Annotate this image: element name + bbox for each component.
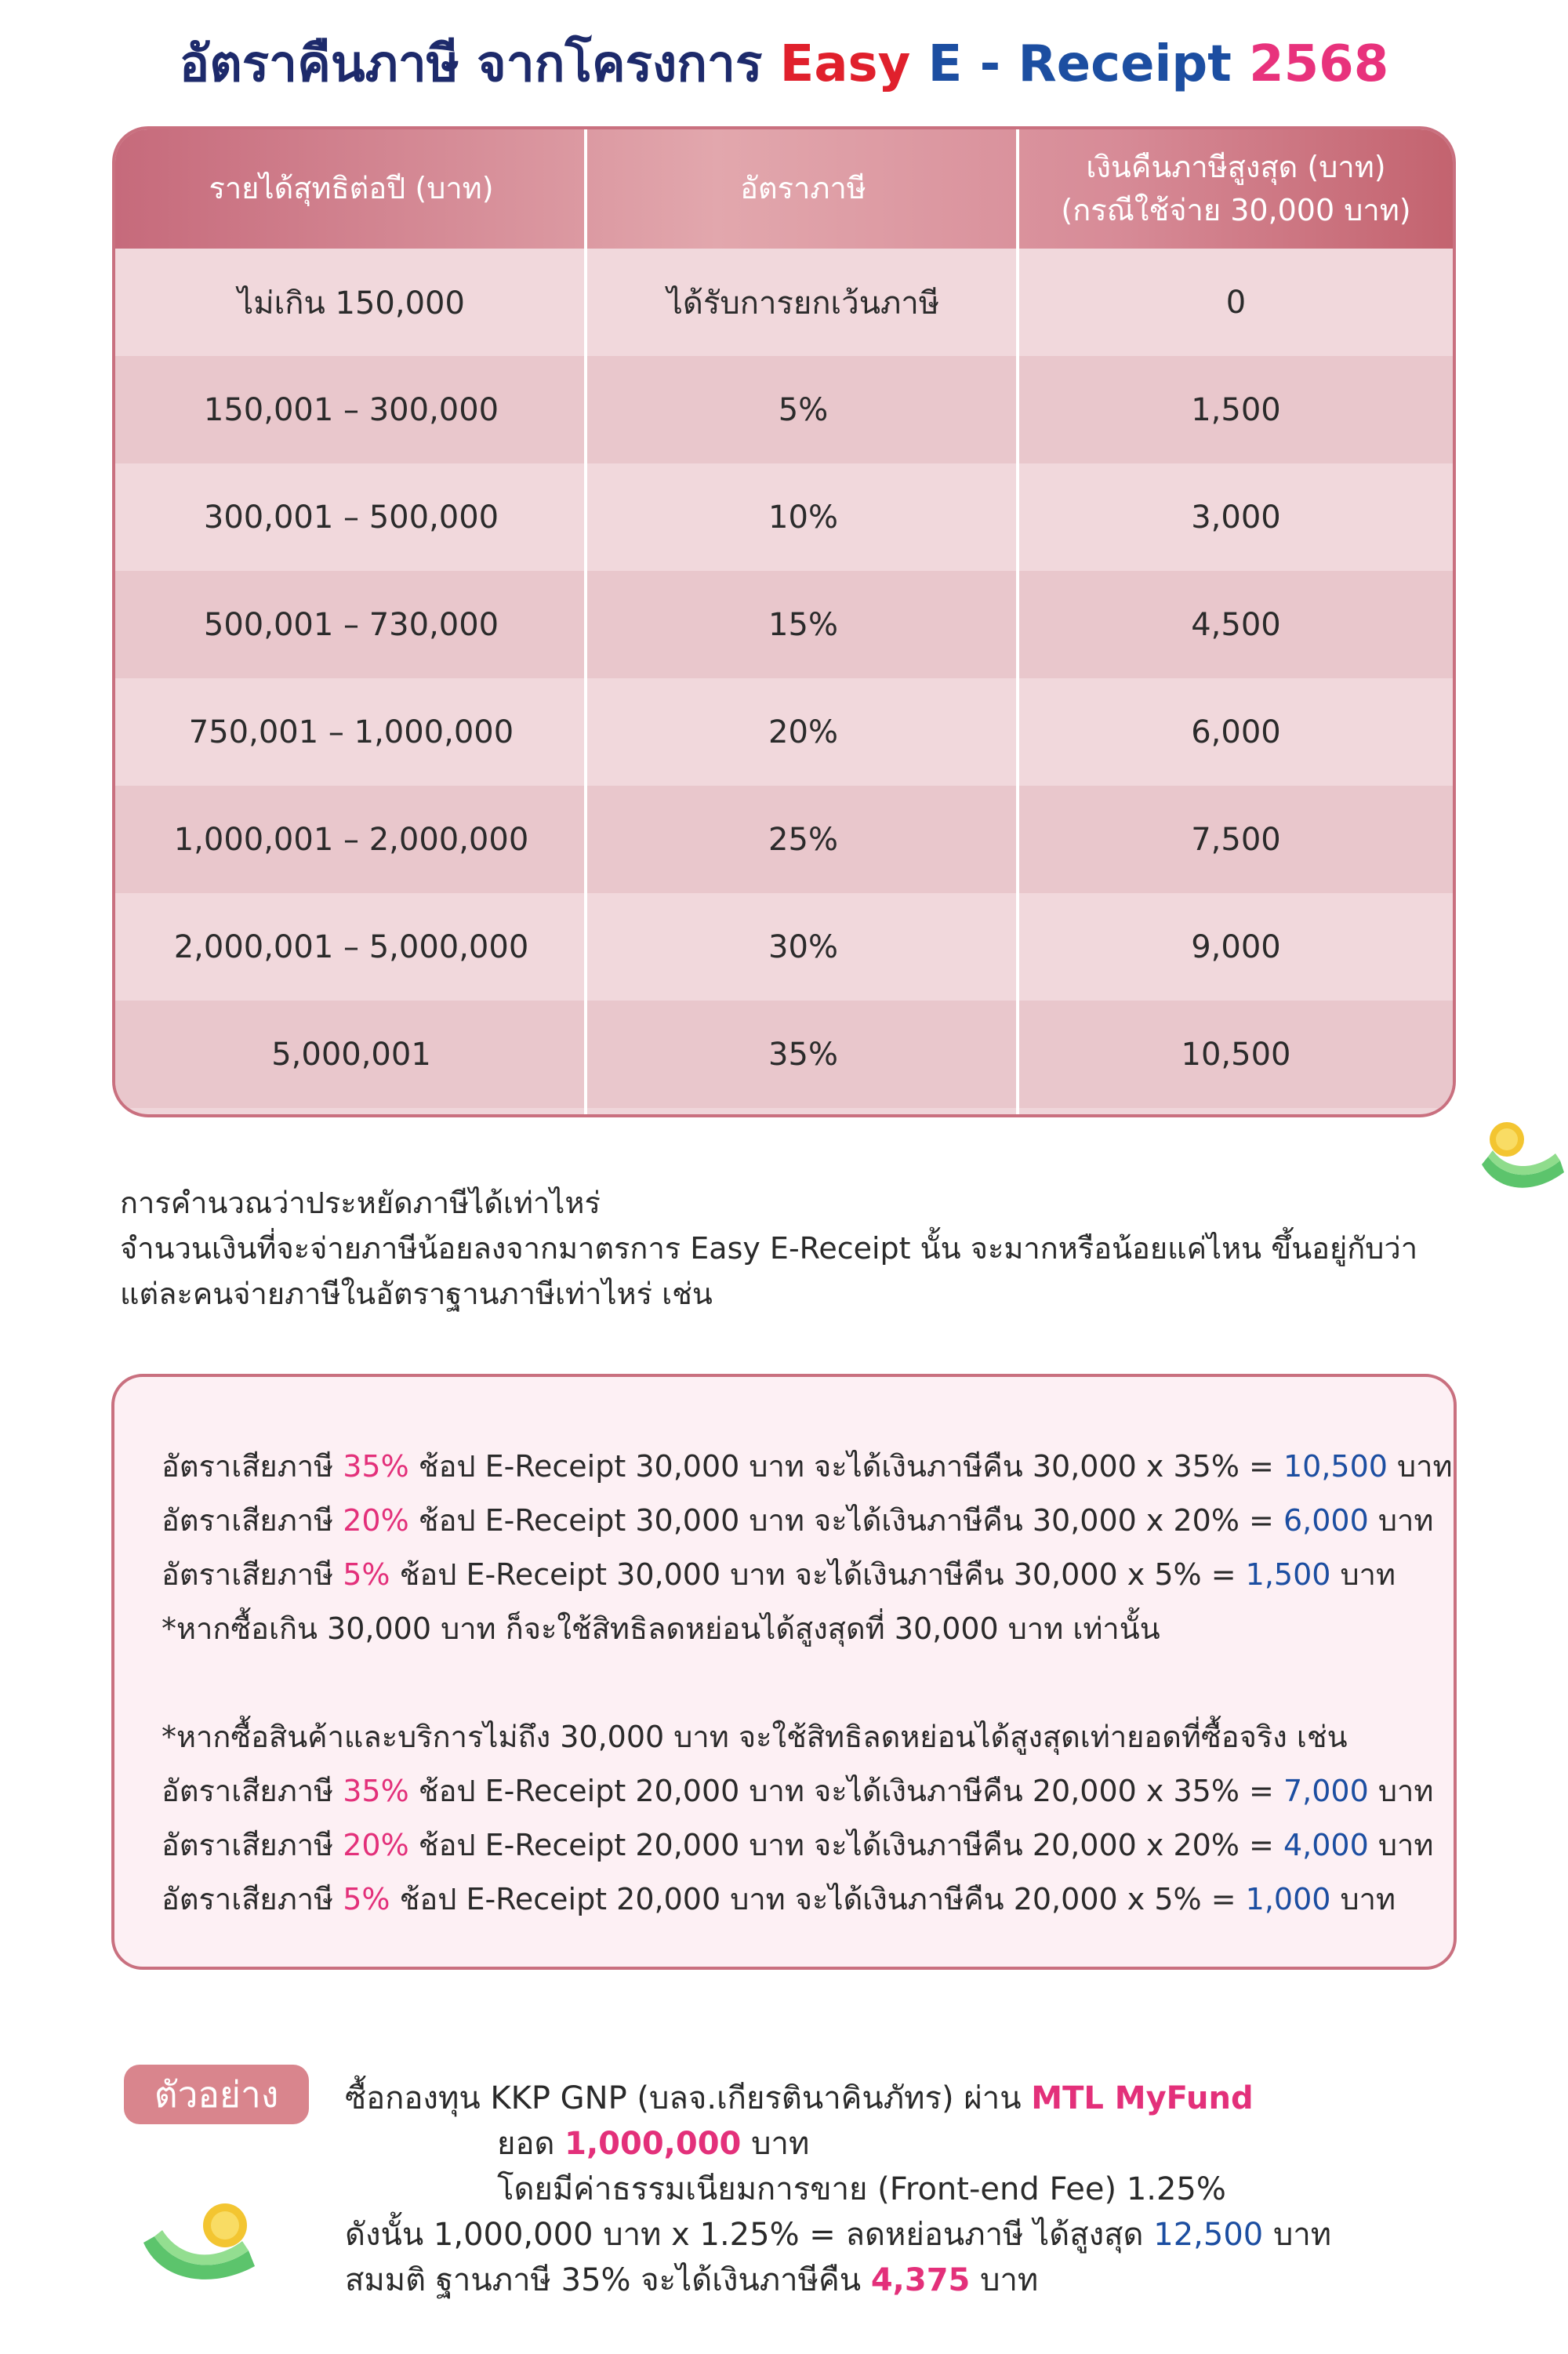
- example-prefix: อัตราเสียภาษี: [162, 1882, 334, 1916]
- example-baht: บาท: [1397, 1449, 1453, 1484]
- example-calc: 30,000 x 5%: [1013, 1557, 1202, 1592]
- example-baht: บาท: [1377, 1828, 1434, 1862]
- sample-line: [345, 2254, 1038, 2305]
- table-row: [115, 893, 1453, 1001]
- sample-badge: ตัวอย่าง: [124, 2065, 309, 2124]
- example-line: [162, 1440, 1454, 1494]
- example-line: [162, 1764, 1454, 1818]
- sample-amount: 1,000,000: [564, 2126, 742, 2162]
- rate-cell: 25%: [768, 821, 838, 858]
- sample-text: ดังนั้น 1,000,000 บาท x 1.25% = ลดหย่อนภาษี ได้สูงสุด: [345, 2217, 1144, 2253]
- sample-text: ซื้อกองทุน KKP GNP (บลจ.เกียรตินาคินภัทร) ผ่าน: [345, 2080, 1022, 2116]
- refund-cell: 10,500: [1181, 1036, 1291, 1073]
- sample-line: [345, 2072, 1254, 2123]
- table-row: [115, 249, 1453, 356]
- title-year: 2568: [1249, 35, 1389, 93]
- column-divider: [584, 129, 587, 1114]
- title-thai: อัตราคืนภาษี จากโครงการ: [179, 35, 763, 93]
- example-rate: 20%: [343, 1503, 409, 1538]
- example-prefix: อัตราเสียภาษี: [162, 1503, 334, 1538]
- example-prefix: อัตราเสียภาษี: [162, 1774, 334, 1808]
- income-cell: 750,001 – 1,000,000: [188, 714, 514, 750]
- tax-refund-table: [112, 126, 1456, 1117]
- refund-cell: 6,000: [1191, 714, 1281, 750]
- example-prefix: อัตราเสียภาษี: [162, 1557, 334, 1592]
- explanation-text: [120, 1180, 1500, 1317]
- sample-line: โดยมีค่าธรรมเนียมการขาย (Front-end Fee) 1.25%: [497, 2171, 1226, 2207]
- example-prefix: อัตราเสียภาษี: [162, 1449, 334, 1484]
- income-cell: ไม่เกิน 150,000: [238, 285, 465, 321]
- table-row: [115, 1001, 1453, 1108]
- example-equals: =: [1249, 1828, 1274, 1862]
- refund-cell: 3,000: [1191, 499, 1281, 536]
- example-shop-text: ช้อป E-Receipt 30,000 บาท จะได้เงินภาษีคืน: [418, 1503, 1023, 1538]
- refund-cell: 0: [1225, 284, 1247, 321]
- example-line: [162, 1494, 1454, 1548]
- table-row: [115, 678, 1453, 786]
- rate-cell: 30%: [768, 928, 838, 965]
- money-coin-icon: [137, 2196, 263, 2298]
- example-rate: 20%: [343, 1828, 409, 1862]
- example-shop-text: ช้อป E-Receipt 20,000 บาท จะได้เงินภาษีคืน: [399, 1882, 1004, 1916]
- rate-cell: 15%: [768, 606, 838, 643]
- income-cell: 300,001 – 500,000: [203, 499, 499, 536]
- refund-cell: 4,500: [1191, 606, 1281, 643]
- sample-text: สมมติ ฐานภาษี 35% จะได้เงินภาษีคืน: [345, 2262, 862, 2298]
- example-rate: 35%: [343, 1774, 409, 1808]
- rate-cell: 35%: [768, 1036, 838, 1073]
- sample-text: บาท: [1272, 2217, 1332, 2253]
- example-baht: บาท: [1377, 1774, 1434, 1808]
- example-calc: 20,000 x 35%: [1032, 1774, 1240, 1808]
- example-shop-text: ช้อป E-Receipt 30,000 บาท จะได้เงินภาษีคืน: [418, 1449, 1023, 1484]
- income-cell: 5,000,001: [271, 1036, 431, 1073]
- title-receipt: Receipt: [1018, 35, 1232, 93]
- sample-highlight: MTL MyFund: [1031, 2080, 1254, 2116]
- explain-heading: การคำนวณว่าประหยัดภาษีได้เท่าไหร่: [120, 1186, 601, 1220]
- sample-text: ยอด: [497, 2126, 555, 2162]
- title-dash: -: [979, 35, 1001, 93]
- example-baht: บาท: [1340, 1557, 1396, 1592]
- sample-text: บาท: [751, 2126, 810, 2162]
- refund-cell: 7,500: [1191, 821, 1281, 858]
- example-calc: 20,000 x 20%: [1032, 1828, 1240, 1862]
- refund-cell: 1,500: [1191, 391, 1281, 428]
- example-equals: =: [1210, 1557, 1236, 1592]
- example-equals: =: [1249, 1503, 1274, 1538]
- column-divider: [1016, 129, 1019, 1114]
- example-result: 10,500: [1283, 1449, 1388, 1484]
- example-rate: 5%: [343, 1557, 390, 1592]
- table-body: [115, 249, 1453, 1108]
- example-line: [162, 1818, 1454, 1873]
- rate-cell: 20%: [768, 714, 838, 750]
- example-equals: =: [1210, 1882, 1236, 1916]
- example-baht: บาท: [1377, 1503, 1434, 1538]
- income-cell: 150,001 – 300,000: [203, 391, 499, 428]
- example-shop-text: ช้อป E-Receipt 30,000 บาท จะได้เงินภาษีคืน: [399, 1557, 1004, 1592]
- page-title: [0, 24, 1568, 104]
- example-equals: =: [1249, 1449, 1274, 1484]
- example-shop-text: ช้อป E-Receipt 20,000 บาท จะได้เงินภาษีคืน: [418, 1774, 1023, 1808]
- income-cell: 500,001 – 730,000: [203, 606, 499, 643]
- title-e: E: [927, 35, 963, 93]
- examples-box: [111, 1374, 1457, 1970]
- explain-line: จำนวนเงินที่จะจ่ายภาษีน้อยลงจากมาตรการ Easy E-Receipt นั้น จะมากหรือน้อยแค่ไหน ขึ้นอยู่กับว่า: [120, 1231, 1418, 1266]
- header-tax-rate: อัตราภาษี: [740, 171, 866, 206]
- example-calc: 30,000 x 20%: [1032, 1503, 1240, 1538]
- header-max-refund-line2: (กรณีใช้จ่าย 30,000 บาท): [1061, 193, 1411, 227]
- sample-line: [345, 2209, 1331, 2259]
- example-calc: 30,000 x 35%: [1032, 1449, 1240, 1484]
- income-cell: 2,000,001 – 5,000,000: [173, 928, 529, 965]
- sample-amount: 4,375: [870, 2262, 971, 2298]
- header-max-refund-line1: เงินคืนภาษีสูงสุด (บาท): [1086, 149, 1386, 184]
- sample-line: [497, 2118, 809, 2168]
- example-note: *หากซื้อเกิน 30,000 บาท ก็จะใช้สิทธิลดหย่อนได้สูงสุดที่ 30,000 บาท เท่านั้น: [162, 1611, 1160, 1646]
- table-row: [115, 571, 1453, 678]
- sample-amount: 12,500: [1153, 2217, 1264, 2253]
- table-row: [115, 356, 1453, 463]
- example-shop-text: ช้อป E-Receipt 20,000 บาท จะได้เงินภาษีคืน: [418, 1828, 1023, 1862]
- example-line: [162, 1873, 1454, 1927]
- example-note: *หากซื้อสินค้าและบริการไม่ถึง 30,000 บาท จะใช้สิทธิลดหย่อนได้สูงสุดเท่ายอดที่ซื้อจริง เช่น: [162, 1720, 1348, 1754]
- example-result: 6,000: [1283, 1503, 1369, 1538]
- table-header: [115, 129, 1453, 249]
- header-income: รายได้สุทธิต่อปี (บาท): [209, 171, 494, 206]
- income-cell: 1,000,001 – 2,000,000: [173, 821, 529, 858]
- example-rate: 5%: [343, 1882, 390, 1916]
- rate-cell: ได้รับการยกเว้นภาษี: [666, 285, 940, 321]
- table-row: [115, 786, 1453, 893]
- spacer: [162, 1656, 1454, 1710]
- example-calc: 20,000 x 5%: [1013, 1882, 1202, 1916]
- title-easy: Easy: [779, 35, 911, 93]
- example-result: 7,000: [1283, 1774, 1369, 1808]
- example-result: 1,500: [1245, 1557, 1331, 1592]
- header-max-refund: [1019, 129, 1453, 249]
- rate-cell: 10%: [768, 499, 838, 536]
- refund-cell: 9,000: [1191, 928, 1281, 965]
- explain-line: แต่ละคนจ่ายภาษีในอัตราฐานภาษีเท่าไหร่ เช่น: [120, 1277, 713, 1311]
- example-result: 1,000: [1245, 1882, 1331, 1916]
- example-equals: =: [1249, 1774, 1274, 1808]
- table-row: [115, 463, 1453, 571]
- sample-text: บาท: [980, 2262, 1039, 2298]
- rate-cell: 5%: [778, 391, 829, 428]
- example-prefix: อัตราเสียภาษี: [162, 1828, 334, 1862]
- example-rate: 35%: [343, 1449, 409, 1484]
- example-line: [162, 1548, 1454, 1602]
- example-result: 4,000: [1283, 1828, 1369, 1862]
- example-baht: บาท: [1340, 1882, 1396, 1916]
